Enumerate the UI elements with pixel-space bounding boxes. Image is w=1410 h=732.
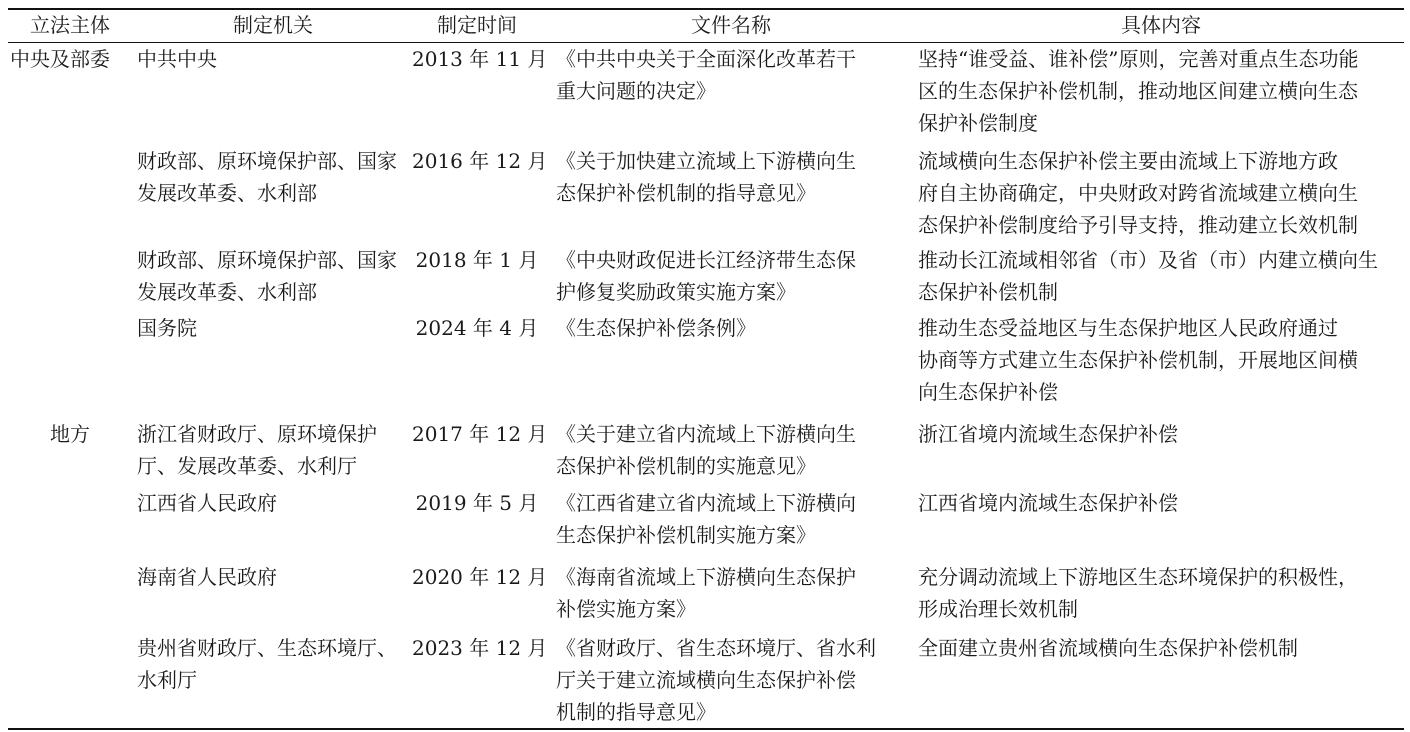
row-content: 江西省境内流域生态保护补偿 bbox=[918, 491, 1178, 515]
row-content: 坚持“谁受益、谁补偿”原则，完善对重点生态功能 区的生态保护补偿机制，推动地区间建立横向生态 保护补偿制度 bbox=[918, 47, 1359, 135]
row-title: 《海南省流域上下游横向生态保护 补偿实施方案》 bbox=[556, 565, 856, 621]
row-content: 充分调动流域上下游地区生态环境保护的积极性， 形成治理长效机制 bbox=[918, 565, 1358, 621]
row-org: 国务院 bbox=[137, 316, 197, 340]
header-date: 制定时间 bbox=[437, 13, 517, 37]
row-date: 2023 年 12 月 bbox=[412, 636, 548, 660]
row-content: 流域横向生态保护补偿主要由流域上下游地方政 府自主协商确定，中央财政对跨省流域建立横向生 态保护补偿制度给予引导支持，推动建立长效机制 bbox=[918, 149, 1358, 237]
row-title: 《生态保护补偿条例》 bbox=[556, 316, 756, 340]
row-content: 浙江省境内流域生态保护补偿 bbox=[918, 422, 1178, 446]
row-subject: 中央及部委 bbox=[10, 47, 110, 71]
row-date: 2024 年 4 月 bbox=[415, 316, 539, 340]
row-date: 2020 年 12 月 bbox=[412, 565, 548, 589]
row-date: 2019 年 5 月 bbox=[415, 491, 539, 515]
row-date: 2016 年 12 月 bbox=[412, 149, 548, 173]
row-title: 《关于加快建立流域上下游横向生 态保护补偿机制的指导意见》 bbox=[556, 149, 856, 205]
row-title: 《中共中央关于全面深化改革若干 重大问题的决定》 bbox=[556, 47, 856, 103]
row-org: 中共中央 bbox=[137, 47, 217, 71]
row-org: 浙江省财政厅、原环境保护 厅、发展改革委、水利厅 bbox=[137, 422, 377, 478]
row-org: 海南省人民政府 bbox=[137, 565, 277, 589]
header-content: 具体内容 bbox=[1121, 13, 1201, 37]
table-bottom-rule bbox=[8, 728, 1404, 730]
row-org: 贵州省财政厅、生态环境厅、 水利厅 bbox=[137, 636, 397, 692]
row-date: 2013 年 11 月 bbox=[412, 47, 548, 71]
row-date: 2018 年 1 月 bbox=[415, 248, 539, 272]
row-date: 2017 年 12 月 bbox=[412, 422, 548, 446]
row-content: 推动长江流域相邻省（市）及省（市）内建立横向生 态保护补偿机制 bbox=[918, 248, 1378, 304]
row-org: 财政部、原环境保护部、国家 发展改革委、水利部 bbox=[137, 149, 397, 205]
row-content: 推动生态受益地区与生态保护地区人民政府通过 协商等方式建立生态保护补偿机制，开展地区间横 向生态保护补偿 bbox=[918, 316, 1358, 404]
header-org: 制定机关 bbox=[233, 13, 313, 37]
row-title: 《中央财政促进长江经济带生态保 护修复奖励政策实施方案》 bbox=[556, 248, 856, 304]
row-title: 《江西省建立省内流域上下游横向 生态保护补偿机制实施方案》 bbox=[556, 491, 856, 547]
row-content: 全面建立贵州省流域横向生态保护补偿机制 bbox=[918, 636, 1298, 660]
row-title: 《省财政厅、省生态环境厅、省水利 厅关于建立流域横向生态保护补偿 机制的指导意见》 bbox=[556, 636, 876, 724]
row-org: 财政部、原环境保护部、国家 发展改革委、水利部 bbox=[137, 248, 397, 304]
row-subject: 地方 bbox=[50, 422, 90, 446]
row-title: 《关于建立省内流域上下游横向生 态保护补偿机制的实施意见》 bbox=[556, 422, 856, 478]
row-org: 江西省人民政府 bbox=[137, 491, 277, 515]
header-subject: 立法主体 bbox=[30, 13, 110, 37]
header-title: 文件名称 bbox=[691, 13, 771, 37]
